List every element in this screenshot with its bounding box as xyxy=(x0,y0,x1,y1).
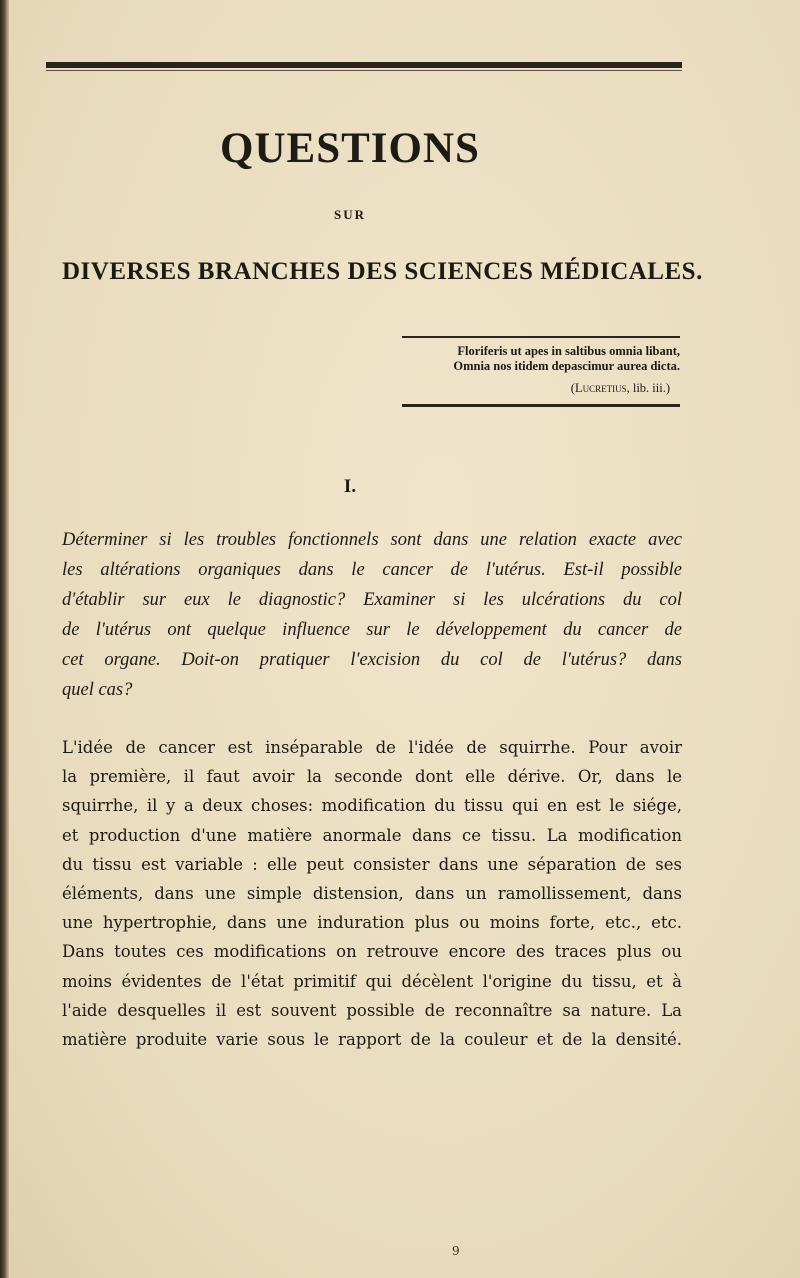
epigraph xyxy=(402,344,680,396)
page-signature-mark: 9 xyxy=(452,1244,460,1258)
epigraph-rule-top xyxy=(402,336,680,338)
book-spine-shadow xyxy=(0,0,9,1278)
body-line: L'idée de cancer est inséparable de l'idée de squirrhe. Pour avoir xyxy=(62,738,682,757)
body-line: matière produite varie sous le rapport de la couleur et de la densité. xyxy=(62,1030,682,1050)
question-line: d'établir sur eux le diagnostic? Examiner si les ulcérations du col xyxy=(62,590,682,610)
body-line: moins évidentes de l'état primitif qui décèlent l'origine du tissu, et à xyxy=(62,971,682,991)
epigraph-source-rest: , lib. iii.) xyxy=(626,381,670,395)
question-line: les altérations organiques dans le cancer de l'utérus. Est-il possible xyxy=(62,560,682,580)
epigraph-source-open: ( xyxy=(570,381,575,395)
body-line: du tissu est variable : elle peut consister dans une séparation de ses xyxy=(62,854,682,874)
title-connector: SUR xyxy=(333,207,366,222)
epigraph-rule-bottom xyxy=(402,404,680,407)
epigraph-line: Floriferis ut apes in saltibus omnia libant, xyxy=(457,344,680,358)
body-line: la première, il faut avoir la seconde dont elle dérive. Or, dans le xyxy=(62,767,682,787)
question-line: quel cas? xyxy=(62,680,133,700)
body-line: l'aide desquelles il est souvent possible de reconnaître sa nature. La xyxy=(62,1000,682,1020)
question-line: Déterminer si les troubles fonctionnels sont dans une relation exacte avec xyxy=(62,530,682,550)
question-text xyxy=(62,525,682,705)
header-rule-thin xyxy=(46,70,682,71)
question-line: de l'utérus ont quelque influence sur le développement du cancer de xyxy=(62,620,682,640)
question-line: cet organe. Doit-on pratiquer l'excision du col de l'utérus? dans xyxy=(62,650,682,670)
epigraph-line: Omnia nos itidem depascimur aurea dicta. xyxy=(453,359,680,373)
body-paragraph xyxy=(62,733,682,1054)
epigraph-author: Lucretius xyxy=(574,381,627,395)
page-title: QUESTIONS xyxy=(220,125,480,172)
body-line: une hypertrophie, dans une induration plus ou moins forte, etc., etc. xyxy=(62,913,682,933)
body-line: éléments, dans une simple distension, dans un ramollissement, dans xyxy=(62,884,682,904)
body-line: squirrhe, il y a deux choses: modification du tissu qui en est le siége, xyxy=(62,796,682,816)
page-subtitle: DIVERSES BRANCHES DES SCIENCES MÉDICALES. xyxy=(62,258,703,285)
body-line: Dans toutes ces modifications on retrouve encore des traces plus ou xyxy=(62,942,682,962)
section-number: I. xyxy=(343,476,357,497)
epigraph-source xyxy=(402,381,680,396)
body-line: et production d'une matière anormale dans ce tissu. La modification xyxy=(62,825,682,845)
header-rule xyxy=(46,62,682,68)
